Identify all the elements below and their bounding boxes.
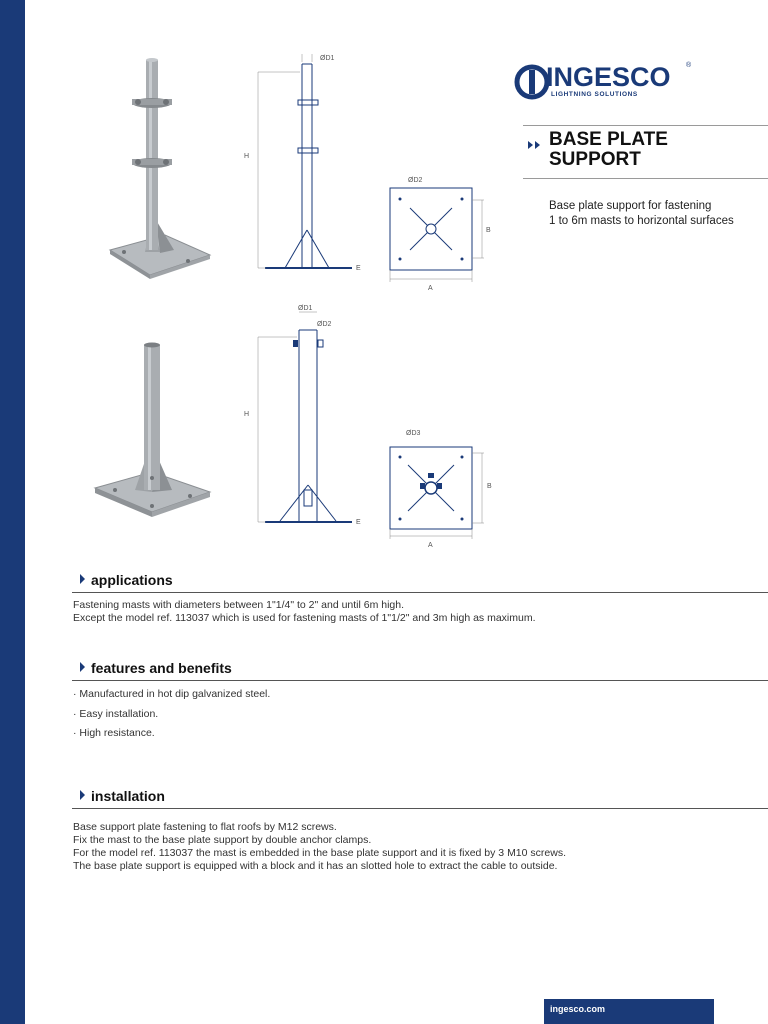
technical-drawing-embedded-side [240,300,370,530]
product-title-line2: SUPPORT [549,149,641,170]
section-arrow-icon [80,574,85,584]
title-top-rule [523,125,768,126]
section-arrow-icon [80,790,85,800]
dim-d1-label-2: ØD1 [298,305,313,312]
dim-d3-label-2: ØD3 [406,430,421,437]
section-rule-installation [72,808,768,809]
left-brand-bar [0,0,25,1024]
section-title-installation: installation [91,788,165,804]
dim-a-label-1: A [428,285,433,292]
section-rule-features [72,680,768,681]
product-description-line2: 1 to 6m masts to horizontal surfaces [549,215,734,227]
applications-line-2: Except the model ref. 113037 which is used for fastening masts of 1"1/2" and 3m high as maximum. [73,612,536,624]
installation-line-2: Fix the mast to the base plate support by double anchor clamps. [73,834,372,846]
technical-drawing-clamp-side [240,50,370,280]
brand-logo [514,62,704,102]
dim-d1-label-1: ØD1 [320,55,335,62]
title-bottom-rule [523,178,768,179]
features-bullet-1: · Manufactured in hot dip galvanized steel. [73,688,271,700]
dim-d2-label-2: ØD2 [317,321,332,328]
features-bullet-2: · Easy installation. [73,708,159,720]
product-description [549,199,734,229]
product-title-line1: BASE PLATE [549,129,668,150]
installation-line-1: Base support plate fastening to flat roofs by M12 screws. [73,821,337,833]
section-heading-installation [80,788,165,804]
brand-name: INGESCO [546,62,671,92]
dim-d2-label-1: ØD2 [408,177,423,184]
dim-b-label-1: B [486,227,491,234]
product-photo-embedded-mast [90,340,220,530]
section-heading-features [80,660,232,676]
title-arrows-icon [528,137,542,155]
installation-line-3: For the model ref. 113037 the mast is embedded in the base plate support and it is fixed by 3 M10 screws. [73,847,566,859]
section-arrow-icon [80,662,85,672]
technical-drawing-plate-top-2 [380,425,510,550]
section-heading-applications [80,572,173,588]
section-rule-applications [72,592,768,593]
brand-tagline: LIGHTNING SOLUTIONS [551,91,638,98]
dim-e-label-1: E [356,265,361,272]
footer-website-link[interactable]: ingesco.com [550,1004,606,1014]
dim-b-label-2: B [487,483,492,490]
product-title [549,130,668,170]
product-description-line1: Base plate support for fastening [549,200,712,212]
brand-registered-mark: ® [686,62,692,69]
dim-h-label-1: H [244,153,250,160]
brand-logo-icon [514,64,550,100]
features-bullet-3: · High resistance. [73,727,155,739]
applications-line-1: Fastening masts with diameters between 1"1/4" to 2" and until 6m high. [73,599,405,611]
product-photo-clamp-mast [90,55,220,290]
section-title-features: features and benefits [91,660,232,676]
installation-line-4: The base plate support is equipped with a block and it has an slotted hole to extract the cable to outside. [73,860,558,872]
technical-drawing-plate-top-1 [380,170,510,295]
footer-website-bar [544,999,714,1024]
dim-h-label-2: H [244,411,250,418]
dim-e-label-2: E [356,519,361,526]
dim-a-label-2: A [428,542,433,549]
section-title-applications: applications [91,572,173,588]
